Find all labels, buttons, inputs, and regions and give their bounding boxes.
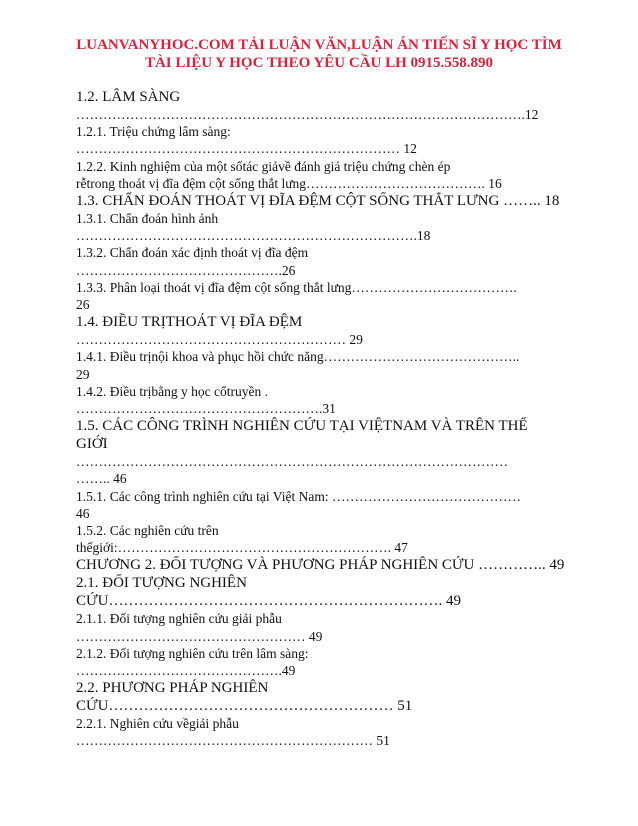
toc-line: 1.3. CHẨN ĐOÁN THOÁT VỊ ĐĨA ĐỆM CỘT SỐNG THẮT LƯNG …….. 18 — [76, 193, 560, 210]
toc-line: ……………………………………………….31 — [76, 401, 336, 417]
toc-line: 1.4. ĐIỀU TRỊTHOÁT VỊ ĐĨA ĐỆM — [76, 314, 303, 331]
header-line-1: LUANVANYHOC.COM TẢI LUẬN VĂN,LUẬN ÁN TIẾN SĨ Y HỌC TÌM — [76, 37, 562, 53]
toc-line: 2.2.1. Nghiên cứu vềgiải phẫu — [76, 716, 239, 732]
toc-line: 29 — [76, 366, 90, 382]
toc-line: 1.2.2. Kinh nghiệm của một sốtác giảvề đánh giá triệu chứng chèn ép — [76, 158, 451, 174]
toc-line: 2.2. PHƯƠNG PHÁP NGHIÊN — [76, 680, 269, 697]
document-header — [0, 36, 638, 72]
toc-line: 2.1.2. Đối tượng nghiên cứu trên lâm sàng: — [76, 645, 309, 661]
toc-line: CHƯƠNG 2. ĐỐI TƯỢNG VÀ PHƯƠNG PHÁP NGHIÊN CỨU ………….. 49 — [76, 557, 565, 574]
toc-line: 26 — [76, 297, 90, 313]
toc-line: 2.1.1. Đối tượng nghiên cứu giải phẫu — [76, 611, 282, 627]
toc-line: ………………………………………………………… 51 — [76, 733, 390, 749]
toc-line: …………………………………………… 49 — [76, 628, 323, 644]
toc-line: ………………………………………………………………….18 — [76, 228, 431, 244]
toc-line: 1.5. CÁC CÔNG TRÌNH NGHIÊN CỨU TẠI VIỆTNAM VÀ TRÊN THẾ — [76, 418, 528, 435]
toc-line: …………………………………………………… 29 — [76, 332, 363, 348]
toc-line: 1.2.1. Triệu chứng lâm sàng: — [76, 124, 231, 140]
toc-line: 1.4.1. Điều trịnội khoa và phục hồi chức năng…………………………………….. — [76, 349, 520, 365]
toc-line: GIỚI — [76, 436, 108, 453]
toc-line: rễtrong thoát vị đĩa đệm cột sống thắt lưng…………………………………. 16 — [76, 175, 502, 191]
toc-line: ……………………………………………………………………………………….12 — [76, 107, 539, 122]
toc-line: …….. 46 — [76, 471, 127, 487]
toc-line: 46 — [76, 505, 90, 521]
toc-line: ……………………………………….49 — [76, 663, 296, 679]
toc-line: 1.2. LÂM SÀNG — [76, 89, 181, 105]
toc-line: 1.5.2. Các nghiên cứu trên — [76, 523, 219, 539]
toc-line: CỨU…………………………………………………………. 49 — [76, 593, 461, 610]
toc-line: 1.3.2. Chẩn đoán xác định thoát vị đĩa đệm — [76, 245, 309, 261]
toc-line: CỨU………………………………………………… 51 — [76, 698, 413, 715]
toc-line: 1.4.2. Điều trịbằng y học cổtruyền . — [76, 383, 268, 399]
toc-line: 1.3.1. Chẩn đoán hình ảnh — [76, 211, 219, 227]
toc-line: thếgiới:……………………………………………………. 47 — [76, 540, 408, 556]
toc-line: 1.3.3. Phân loại thoát vị đĩa đệm cột sống thắt lưng………………………………. — [76, 279, 517, 295]
toc-line: 1.5.1. Các công trình nghiên cứu tại Việt Nam: …………………………………… — [76, 488, 521, 504]
toc-line: …………………………………………………………………………………… — [76, 454, 508, 470]
toc-line: 2.1. ĐỐI TƯỢNG NGHIÊN — [76, 575, 247, 592]
toc-line: ……………………………………….26 — [76, 262, 296, 278]
toc-line: ……………………………………………………………… 12 — [76, 141, 417, 157]
header-line-2: TÀI LIỆU Y HỌC THEO YÊU CẦU LH 0915.558.890 — [144, 55, 494, 71]
table-of-contents — [76, 88, 566, 750]
